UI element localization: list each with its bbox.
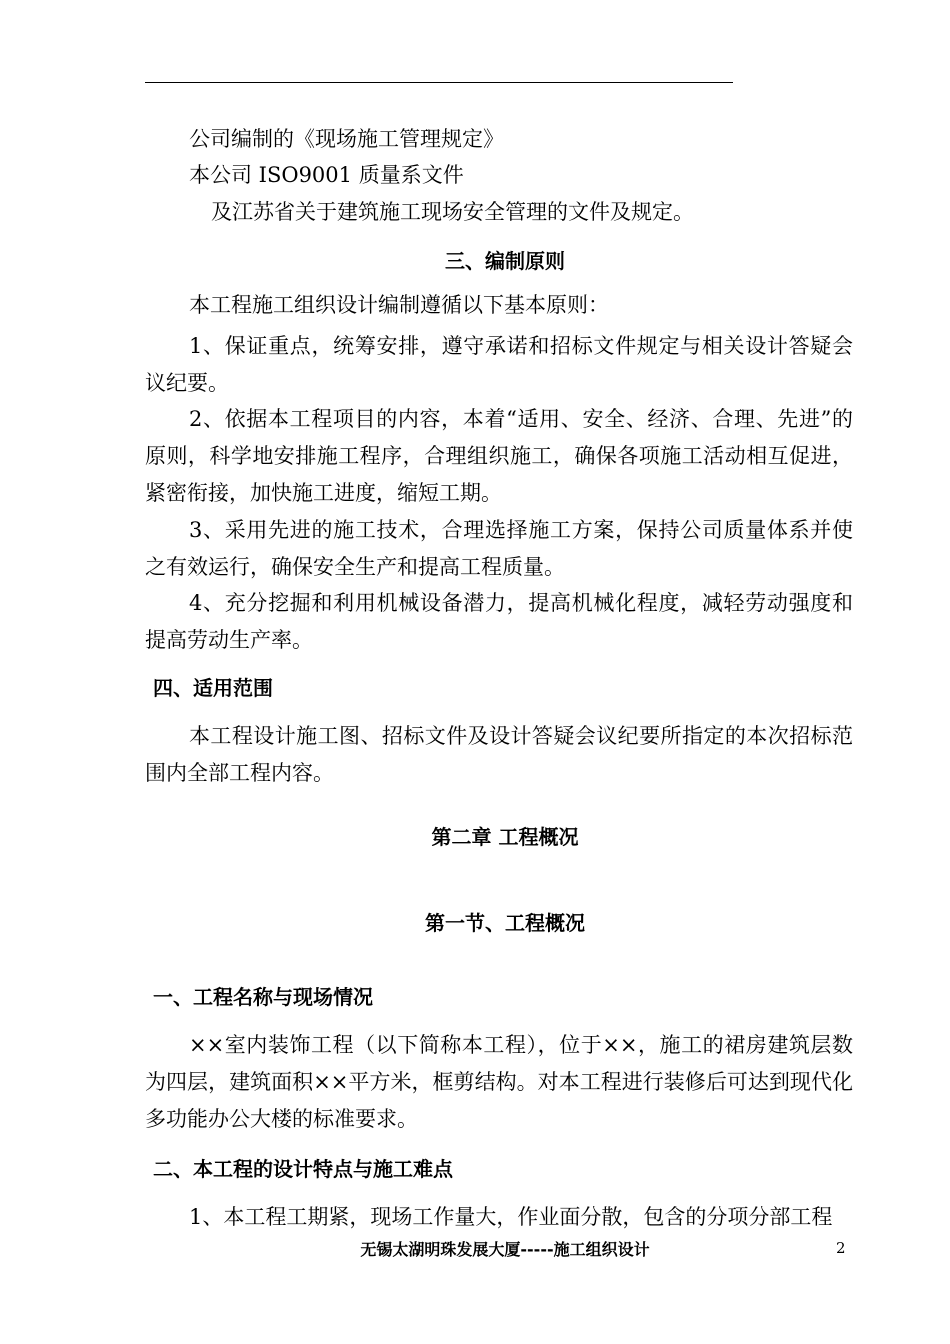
section-1-title: 第一节、工程概况 bbox=[425, 911, 585, 935]
reference-line-1: 公司编制的《现场施工管理规定》 bbox=[189, 127, 504, 151]
principle-item-1: 1、保证重点，统筹安排，遵守承诺和招标文件规定与相关设计答疑会议纪要。 bbox=[145, 334, 853, 395]
subsection-2-item-1: 1、本工程工期紧，现场工作量大，作业面分散，包含的分项分部工程 bbox=[189, 1205, 833, 1229]
header-rule bbox=[145, 82, 733, 83]
principle-item-3: 3、采用先进的施工技术，合理选择施工方案，保持公司质量体系并使之有效运行，确保安全生产和提高工程质量。 bbox=[145, 518, 853, 579]
subsection-2-heading: 二、本工程的设计特点与施工难点 bbox=[153, 1157, 453, 1181]
section-3-heading: 三、编制原则 bbox=[445, 249, 565, 273]
chapter-2-title: 第二章 工程概况 bbox=[431, 825, 579, 849]
footer-title: 无锡太湖明珠发展大厦-----施工组织设计 bbox=[360, 1240, 650, 1259]
reference-line-3: 及江苏省关于建筑施工现场安全管理的文件及规定。 bbox=[211, 200, 694, 224]
subsection-1-body: ××室内装饰工程（以下简称本工程），位于××，施工的裙房建筑层数为四层，建筑面积××平方米，框剪结构。对本工程进行装修后可达到现代化多功能办公大楼的标准要求。 bbox=[145, 1033, 853, 1131]
section-3-intro: 本工程施工组织设计编制遵循以下基本原则： bbox=[189, 293, 609, 317]
section-4-body: 本工程设计施工图、招标文件及设计答疑会议纪要所指定的本次招标范围内全部工程内容。 bbox=[145, 724, 853, 785]
reference-line-2: 本公司 ISO9001 质量系文件 bbox=[189, 163, 464, 187]
section-4-heading: 四、适用范围 bbox=[153, 676, 273, 700]
principle-item-2: 2、依据本工程项目的内容，本着“适用、安全、经济、合理、先进”的原则，科学地安排施工程序，合理组织施工，确保各项施工活动相互促进，紧密衔接，加快施工进度，缩短工期。 bbox=[145, 407, 853, 505]
page-number: 2 bbox=[836, 1239, 846, 1257]
principle-item-4: 4、充分挖掘和利用机械设备潜力，提高机械化程度，减轻劳动强度和提高劳动生产率。 bbox=[145, 591, 853, 652]
subsection-1-heading: 一、工程名称与现场情况 bbox=[153, 985, 373, 1009]
